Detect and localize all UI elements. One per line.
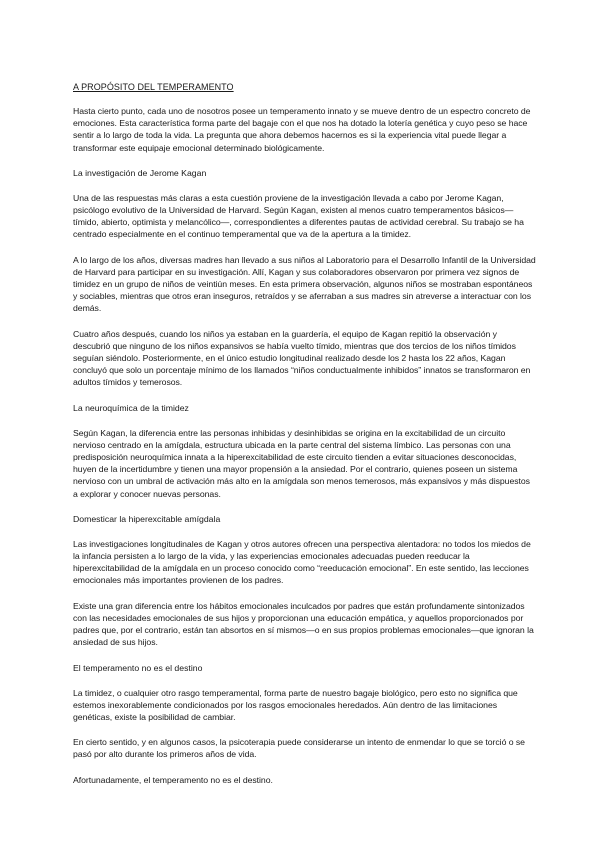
paragraph: Cuatro años después, cuando los niños ya estaban en la guardería, el equipo de Kagan repitió la observación y descubrió que ninguno de los niños expansivos se había vuelto tímido, mientras que dos tercios de los niños tímidos seguían siéndolo. Posteriormente, en el único estudio longitudinal realizado desde los 2 hasta los 22 años, Kagan concluyó que solo un porcentaje mínimo de los llamados “niños conductualmente inhibidos” innatos se transformaron en adultos tímidos y temerosos.: [73, 328, 531, 388]
section-heading-amygdala: Domesticar la hiperexcitable amígdala: [73, 513, 221, 524]
paragraph: La timidez, o cualquier otro rasgo temperamental, forma parte de nuestro bagaje biológico, pero esto no significa que estemos inexorablemente condicionados por los rasgos emocionales heredados. Aún dentro de las limitaciones genéticas, existe la posibilidad de cambiar.: [73, 687, 518, 722]
paragraph: Las investigaciones longitudinales de Kagan y otros autores ofrecen una perspectiva alentadora: no todos los miedos de la infancia persisten a lo largo de la vida, y las experiencias emocionales adecuadas pueden reeducar la hiperexcitabilidad de la amígdala en un proceso conocido como “reeducación emocional”. En este sentido, las lecciones emocionales más importantes provienen de los padres.: [73, 538, 531, 586]
closing-paragraph: Afortunadamente, el temperamento no es el destino.: [73, 774, 273, 785]
paragraph: Existe una gran diferencia entre los hábitos emocionales inculcados por padres que están profundamente sintonizados con las necesidades emocionales de sus hijos y proporcionan una educación empática, y aquellos proporcionados por padres que, por el contrario, están tan absortos en sí mismos—o en sus propios problemas emocionales—que ignoran la ansiedad de sus hijos.: [73, 600, 534, 648]
section-heading-kagan: La investigación de Jerome Kagan: [73, 167, 207, 178]
document-title: A PROPÓSITO DEL TEMPERAMENTO: [73, 82, 234, 92]
intro-paragraph: Hasta cierto punto, cada uno de nosotros posee un temperamento innato y se mueve dentro de un espectro concreto de emociones. Esta característica forma parte del bagaje con el que nos ha dotado la lotería genética y cuyo peso se hace sentir a lo largo de toda la vida. La pregunta que ahora debemos hacernos es si la experiencia vital puede llegar a transformar este equipaje emocional determinado biológicamente.: [73, 106, 531, 153]
paragraph: Una de las respuestas más claras a esta cuestión proviene de la investigación llevada a cabo por Jerome Kagan, psicólogo evolutivo de la Universidad de Harvard. Según Kagan, existen al menos cuatro temperamentos básicos—tímido, abierto, optimista y melancólico—, correspondientes a diferentes pautas de actividad cerebral. Su trabajo se ha centrado especialmente en el continuo temperamental que va de la apertura a la timidez.: [73, 192, 524, 240]
paragraph: En cierto sentido, y en algunos casos, la psicoterapia puede considerarse un intento de enmendar lo que se torció o se pasó por alto durante los primeros años de vida.: [73, 737, 525, 760]
paragraph: A lo largo de los años, diversas madres han llevado a sus niños al Laboratorio para el Desarrollo Infantil de la Universidad de Harvard para participar en su investigación. Allí, Kagan y sus colaboradores observaron por primera vez signos de timidez en un grupo de niños de veintiún meses. En esta primera observación, algunos niños se mostraban espontáneos y sociables, mientras que otros eran inseguros, retraídos y se aferraban a sus madres sin atreverse a interactuar con los demás.: [73, 254, 536, 314]
paragraph: Según Kagan, la diferencia entre las personas inhibidas y desinhibidas se origina en la excitabilidad de un circuito nervioso centrado en la amígdala, estructura ubicada en la parte central del sistema límbico. Las personas con una predisposición neuroquímica innata a la hiperexcitabilidad de este circuito tienden a evitar situaciones desconocidas, huyen de la incertidumbre y tienen una mayor propensión a la ansiedad. Por el contrario, quienes poseen un sistema nervioso con un umbral de activación más alto en la amígdala son menos temerosos, más expansivos y más dispuestos a explorar y conocer nuevas personas.: [73, 427, 530, 499]
section-heading-neurochemistry: La neuroquímica de la timidez: [73, 402, 189, 413]
section-heading-destiny: El temperamento no es el destino: [73, 662, 203, 673]
